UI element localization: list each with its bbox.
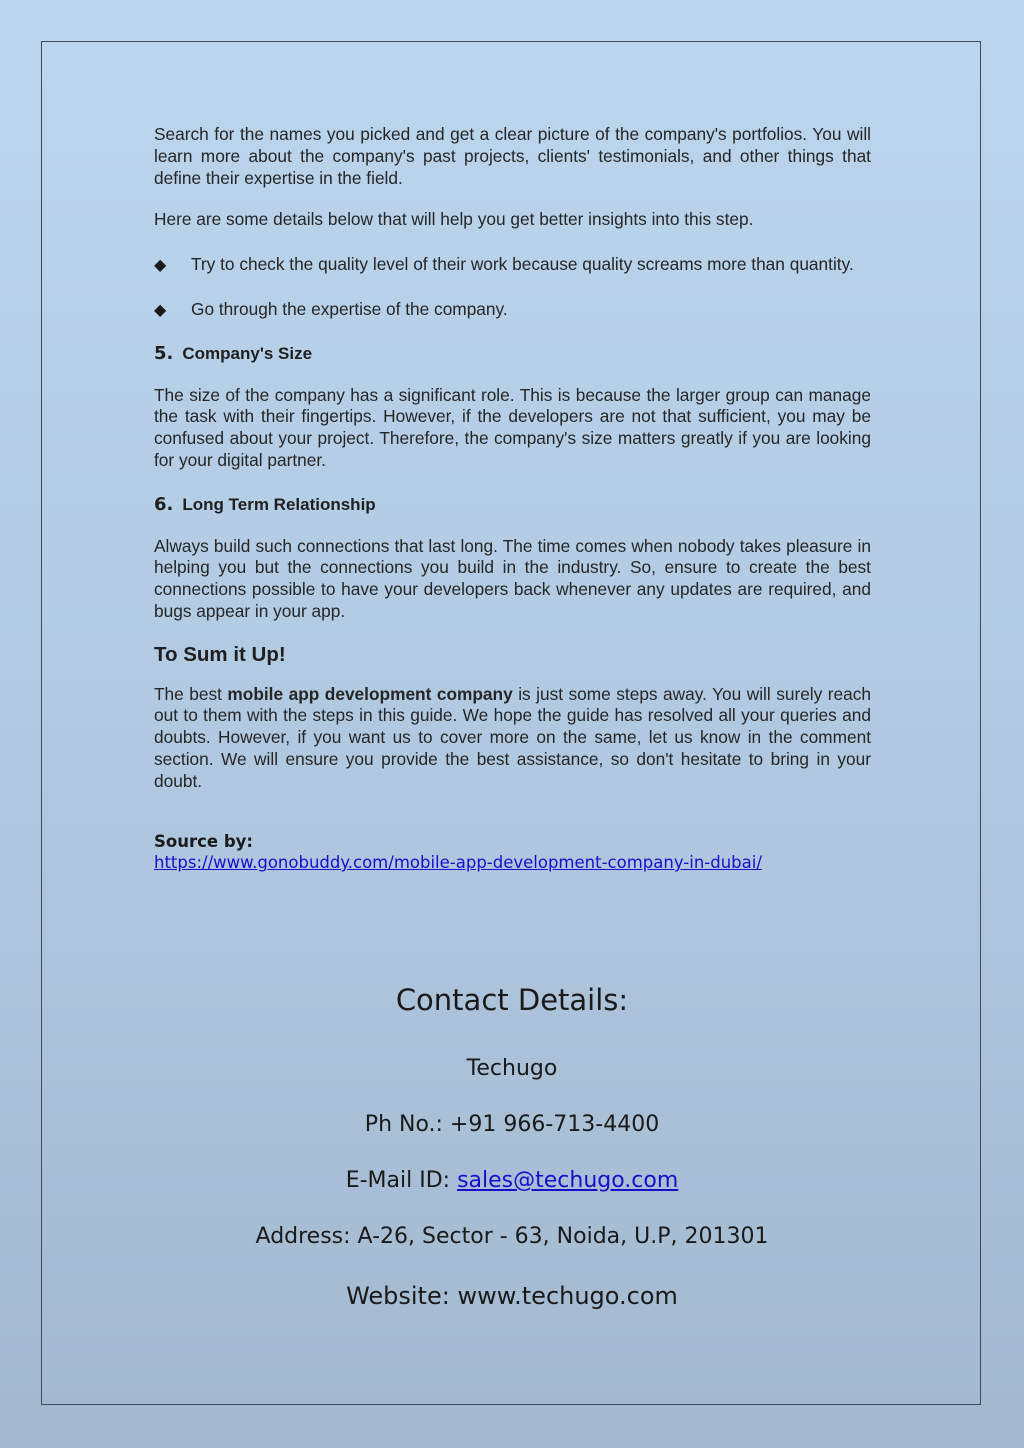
bullet-item-expertise (154, 299, 871, 321)
summary-heading: To Sum it Up! (154, 642, 286, 666)
section-number: 6. (154, 493, 174, 515)
section-body-company-size: The size of the company has a significant role. This is because the larger group can manage the task with their fingertips. However, if the developers are not that sufficient, you may be confused about your project. Therefore, the company's size matters greatly if you are looking for your digital partner. (154, 384, 871, 470)
email-label: E-Mail ID: (345, 1168, 458, 1193)
section-body-long-term: Always build such connections that last long. The time comes when nobody takes pleasure in helping you but the connections you build in the industry. So, ensure to create the best connections possible to have your developers back whenever any updates are required, and bugs appear in your app. (154, 535, 871, 621)
section-title: Company's Size (182, 343, 313, 363)
summary-text-start: The best (154, 683, 228, 704)
document-content (154, 124, 871, 874)
contact-company: Techugo (466, 1056, 558, 1081)
intro-paragraph-details: Here are some details below that will help you get better insights into this step. (154, 209, 754, 230)
bullet-text: Go through the expertise of the company. (191, 298, 508, 319)
bullet-item-quality (154, 254, 871, 276)
intro-paragraph-portfolios: Search for the names you picked and get a clear picture of the company's portfolios. You will learn more about the company's past projects, clients' testimonials, and other things that define their expertise in the field. (154, 124, 871, 188)
contact-email (0, 1168, 1024, 1193)
bullet-text: Try to check the quality level of their work because quality screams more than quantity. (191, 254, 854, 275)
contact-address: Address: A-26, Sector - 63, Noida, U.P, 201301 (255, 1224, 769, 1249)
source-link[interactable]: https://www.gonobuddy.com/mobile-app-development-company-in-dubai/ (154, 853, 762, 873)
summary-text-end: is just some steps away. You will surely reach out to them with the steps in this guide. We hope the guide has resolved all your queries and doubts. However, if you want us to cover more on the same, let us know in the comment section. We will ensure you provide the best assistance, so don't hesitate to bring in your doubt. (154, 683, 871, 791)
section-heading-long-term (154, 494, 871, 516)
source-label: Source by: (154, 831, 253, 851)
section-heading-company-size (154, 343, 871, 365)
contact-phone: Ph No.: +91 966-713-4400 (364, 1112, 660, 1137)
diamond-bullet-icon: ◆ (154, 255, 167, 275)
email-link[interactable]: sales@techugo.com (457, 1168, 679, 1193)
contact-website: Website: www.techugo.com (346, 1282, 678, 1310)
diamond-bullet-icon: ◆ (154, 299, 167, 319)
section-number: 5. (154, 342, 174, 364)
contact-title: Contact Details: (395, 983, 629, 1017)
summary-paragraph (154, 684, 871, 793)
section-title: Long Term Relationship (182, 494, 376, 514)
summary-bold-keyword: mobile app development company (227, 683, 513, 704)
source-block (154, 831, 871, 874)
